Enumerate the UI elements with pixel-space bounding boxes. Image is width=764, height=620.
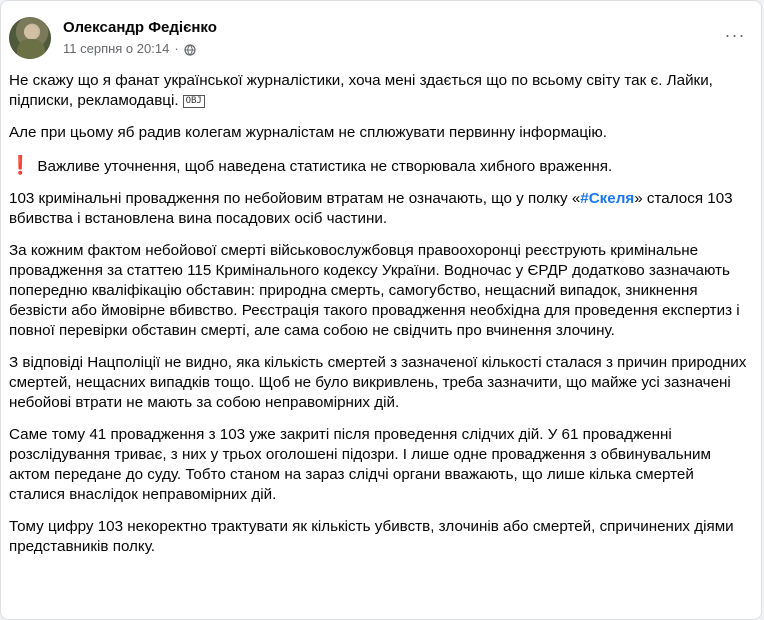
post-meta [63, 41, 196, 56]
hashtag-link[interactable]: #Скеля [580, 190, 635, 207]
paragraph-7: Саме тому 41 провадження з 103 уже закриті після проведення слідчих дій. У 61 провадженні розслідування триває, з них у трьох оголошені підозри. І лише одне провадження з обвинувальним актом передане до суду. Тобто станом на зараз слідчі органи вважають, що лише кілька смертей сталися внаслідок неправомірних дій. [9, 426, 711, 503]
post-header [9, 13, 749, 63]
object-replacement-icon: OBJ [183, 95, 205, 108]
post-date[interactable]: 11 серпня о 20:14 [63, 41, 170, 56]
paragraph-3: ❗ Важливе уточнення, щоб наведена статистика не створювала хибного враження. [9, 155, 613, 175]
paragraph-5: За кожним фактом небойової смерті військовослужбовця правоохоронці реєструють кримінальне провадження за статтею 115 Кримінального кодексу України. Водночас у ЄРДР додатково зазначають попередню кваліфікацію обставин: природна смерть, самогубство, нещасний випадок, зникнення безвісти або ймовірне вбивство. Реєстрація такого провадження необхідна для проведення експертиз і повної перевірки обставин смерті, але сама собою не свідчить про вчинення злочину. [9, 242, 740, 339]
paragraph-2: Але при цьому яб радив колегам журналістам не сплюжувати первинну інформацію. [9, 124, 608, 141]
paragraph-4: 103 кримінальні провадження по небойовим втратам не означають, що у полку «#Скеля» сталося 103 вбивства і встановлена вина посадових осіб частини. [9, 190, 733, 227]
paragraph-8: Тому цифру 103 некоректно трактувати як кількість убивств, злочинів або смертей, спричинених діями представників полку. [9, 518, 734, 555]
meta-separator: · [174, 41, 179, 56]
author-name[interactable]: Олександр Федієнко [63, 19, 217, 36]
avatar-body [17, 39, 45, 59]
exclamation-icon: ❗ [9, 155, 32, 175]
post-body [9, 71, 749, 569]
paragraph-6: З відповіді Нацполіції не видно, яка кількість смертей з зазначеної кількості сталася з причин природних смертей, нещасних випадків тощо. Щоб не було викривлень, треба зазначити, що майже усі зазначені небойові втрати не мають за собою неправомірних дій. [9, 354, 747, 411]
more-options-icon[interactable]: ··· [724, 24, 746, 45]
globe-icon[interactable] [184, 44, 196, 56]
avatar[interactable] [9, 17, 51, 59]
avatar-head [24, 25, 38, 39]
paragraph-1: Не скажу що я фанат української журналістики, хоча мені здається що по всьому світу так є. Лайки, підписки, рекламодавці. OBJ [9, 72, 713, 109]
